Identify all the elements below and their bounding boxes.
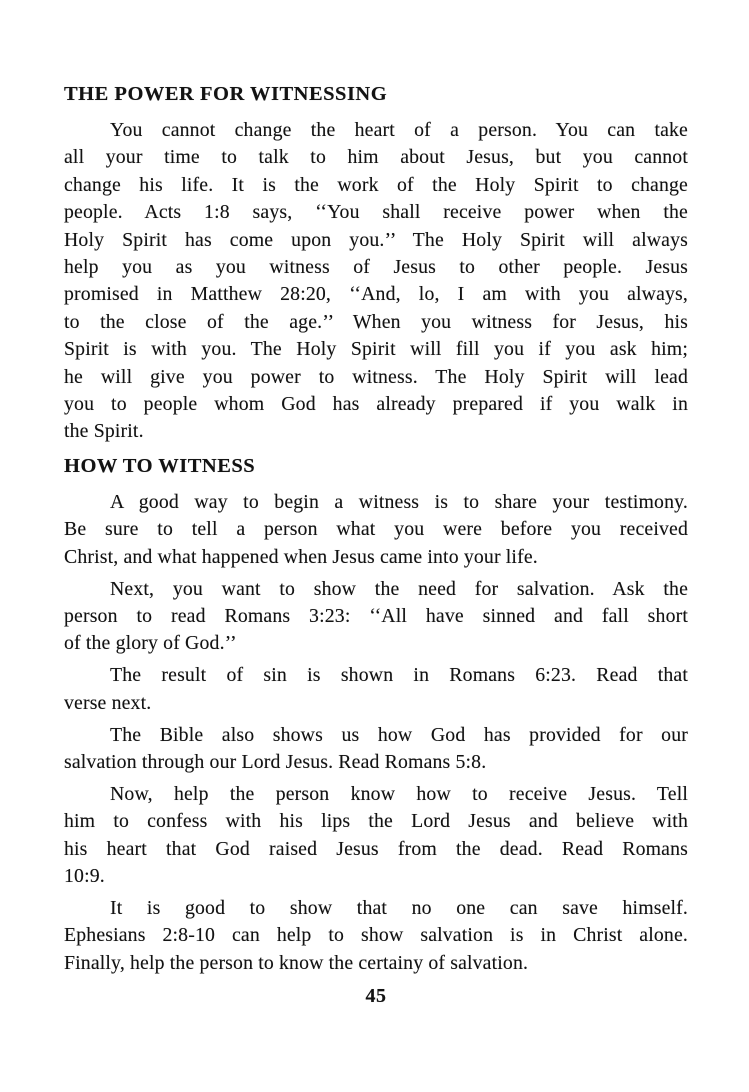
text-line: change his life. It is the work of the Holy Spirit to change <box>64 173 688 196</box>
section-body <box>64 117 688 446</box>
paragraph <box>64 781 688 891</box>
text-line: The Bible also shows us how God has provided for our <box>110 723 688 746</box>
text-line: all your time to talk to him about Jesus, but you cannot <box>64 146 688 169</box>
text-line: You cannot change the heart of a person. You can take <box>110 119 688 141</box>
text-line: Be sure to tell a person what you were before you received <box>64 518 688 541</box>
text-line: him to confess with his lips the Lord Jesus and believe with <box>64 810 688 833</box>
text-line: Spirit is with you. The Holy Spirit will fill you if you ask him; <box>64 338 688 361</box>
text-line: Holy Spirit has come upon you.’’ The Holy Spirit will always <box>64 228 688 251</box>
paragraph <box>64 895 688 977</box>
section-body <box>64 489 688 977</box>
section-power-for-witnessing <box>64 83 688 446</box>
paragraph <box>64 576 688 658</box>
text-line: Now, help the person know how to receive Jesus. Tell <box>110 782 688 805</box>
section-how-to-witness <box>64 455 688 977</box>
text-line: verse next. <box>64 691 152 714</box>
text-line: It is good to show that no one can save himself. <box>110 897 688 920</box>
text-line: 10:9. <box>64 865 105 888</box>
text-line: promised in Matthew 28:20, ‘‘And, lo, I am with you always, <box>64 283 688 306</box>
paragraph <box>64 489 688 571</box>
text-line: The result of sin is shown in Romans 6:23. Read that <box>110 664 688 687</box>
text-line: Ephesians 2:8-10 can help to show salvation is in Christ alone. <box>64 924 688 947</box>
text-line: the Spirit. <box>64 420 144 443</box>
text-line: you to people whom God has already prepared if you walk in <box>64 393 688 416</box>
paragraph <box>64 117 688 446</box>
text-line: Christ, and what happened when Jesus came into your life. <box>64 545 538 568</box>
text-line: people. Acts 1:8 says, ‘‘You shall receive power when the <box>64 201 688 224</box>
paragraph <box>64 662 688 717</box>
text-line: to the close of the age.’’ When you witness for Jesus, his <box>64 310 688 333</box>
text-line: help you as you witness of Jesus to other people. Jesus <box>64 256 688 279</box>
text-line: A good way to begin a witness is to share your testimony. <box>110 490 688 513</box>
section-heading: HOW TO WITNESS <box>64 454 256 477</box>
text-line: Next, you want to show the need for salvation. Ask the <box>110 577 688 600</box>
section-heading: THE POWER FOR WITNESSING <box>64 83 388 105</box>
text-line: salvation through our Lord Jesus. Read Romans 5:8. <box>64 751 487 774</box>
paragraph <box>64 722 688 777</box>
text-line: person to read Romans 3:23: ‘‘All have sinned and fall short <box>64 605 688 627</box>
text-line: of the glory of God.’’ <box>64 632 237 655</box>
text-line: his heart that God raised Jesus from the dead. Read Romans <box>64 837 688 860</box>
text-line: he will give you power to witness. The Holy Spirit will lead <box>64 365 688 388</box>
page-number: 45 <box>365 985 387 1008</box>
text-line: Finally, help the person to know the certainy of salvation. <box>64 951 529 974</box>
page-content <box>64 83 688 1008</box>
